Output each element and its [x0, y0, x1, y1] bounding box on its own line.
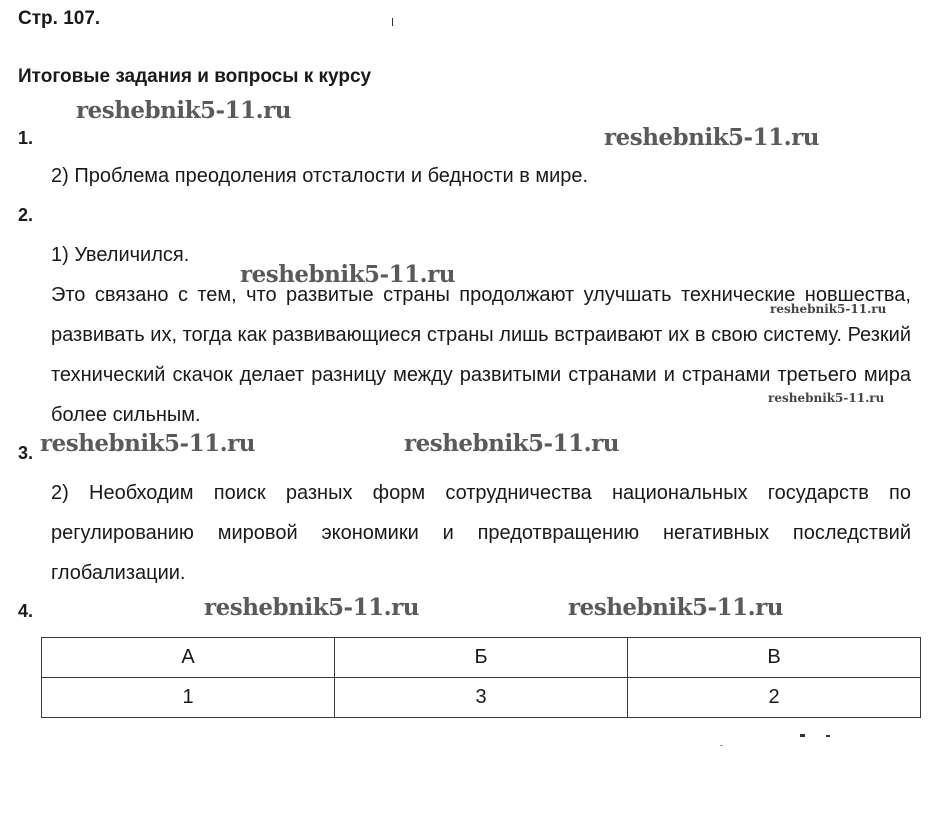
watermark: reshebnik5-11.ru [76, 97, 291, 124]
page-number-heading: Стр. 107. [18, 8, 101, 29]
question-number-1: 1. [18, 128, 34, 148]
section-title: Итоговые задания и вопросы к курсу [18, 66, 372, 87]
scan-speck [720, 745, 723, 746]
watermark: reshebnik5-11.ru [204, 594, 419, 621]
scan-speck [392, 18, 393, 26]
table-header-cell: Б [335, 638, 628, 678]
answer-1: 2) Проблема преодоления отсталости и бедности в мире. [51, 165, 589, 187]
question-number-2: 2. [18, 205, 34, 225]
table-header-row [42, 638, 921, 678]
table-value-cell: 3 [335, 678, 628, 718]
watermark: reshebnik5-11.ru [604, 124, 819, 151]
question-number-3: 3. [18, 443, 34, 463]
table-value-cell: 1 [42, 678, 335, 718]
watermark: reshebnik5-11.ru [568, 594, 783, 621]
scan-speck [800, 734, 805, 737]
watermark: reshebnik5-11.ru [770, 302, 887, 316]
answer-table [41, 637, 921, 718]
watermark: reshebnik5-11.ru [404, 430, 619, 457]
table-header-cell: А [42, 638, 335, 678]
table-value-cell: 2 [628, 678, 921, 718]
watermark: reshebnik5-11.ru [240, 261, 455, 288]
table-header-cell: В [628, 638, 921, 678]
scan-speck [826, 735, 830, 737]
table-row [42, 678, 921, 718]
answer-2-explanation: Это связано с тем, что развитые страны продолжают улучшать технические новшества, развивать их, тогда как развивающиеся страны лишь встраивают их в свою систему. Резкий технический скачок делает разницу между развитыми странами и странами третьего мира более сильным. [51, 284, 911, 426]
question-number-4: 4. [18, 601, 34, 621]
answer-2-choice: 1) Увеличился. [51, 244, 190, 266]
watermark: reshebnik5-11.ru [768, 391, 885, 405]
answer-3: 2) Необходим поиск разных форм сотрудничества национальных государств по регулированию мировой экономики и предотвращению негативных последствий глобализации. [51, 482, 911, 584]
watermark: reshebnik5-11.ru [40, 430, 255, 457]
